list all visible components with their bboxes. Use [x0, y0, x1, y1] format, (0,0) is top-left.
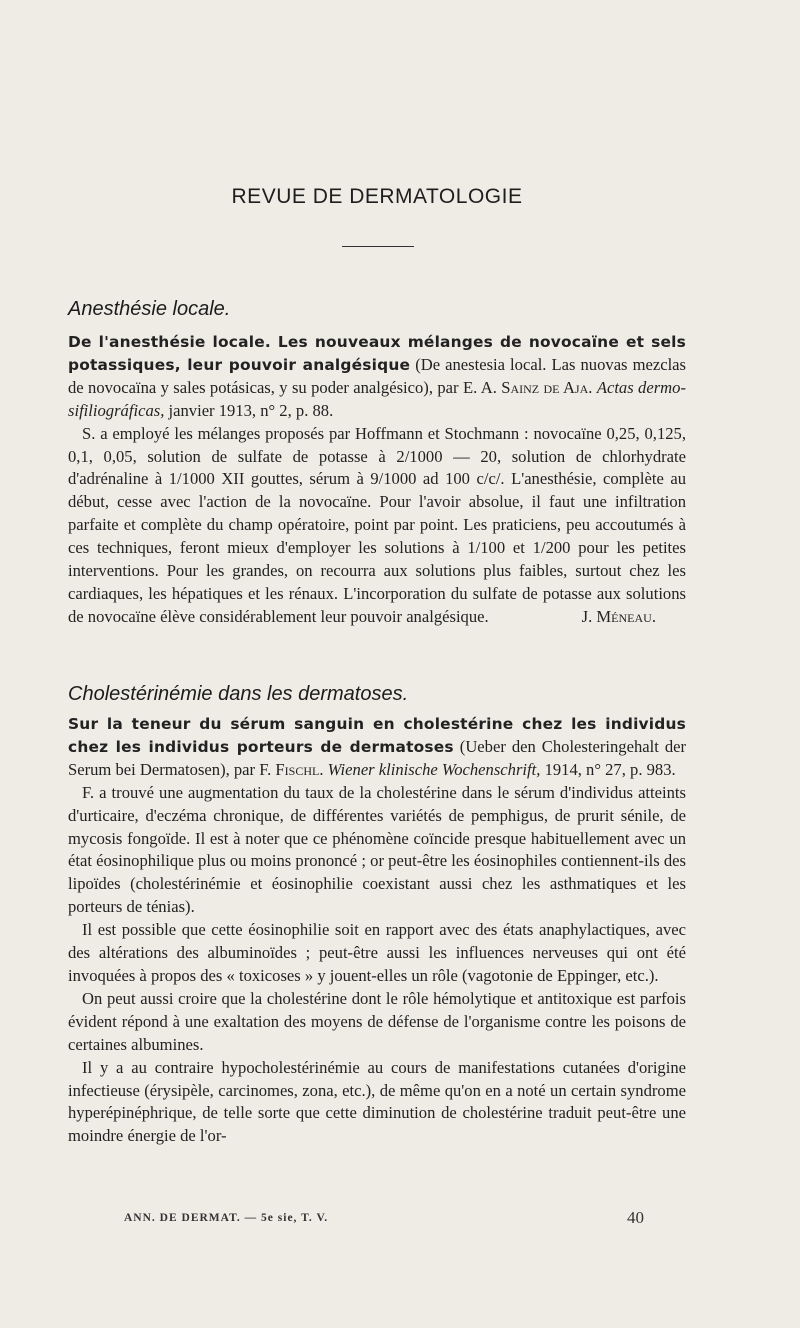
title-rule: [342, 246, 414, 247]
footer-journal: ANN. DE DERMAT. — 5e sie, T. V.: [124, 1212, 329, 1224]
section-title-anesthesie: Anesthésie locale.: [68, 298, 231, 320]
page-footer: [124, 1208, 644, 1227]
reference-journal: Wiener klinische Wochenschrift,: [327, 759, 541, 779]
reference-citation: 1914, n° 27, p. 983.: [544, 759, 676, 779]
reference-translation: (Ueber den Cholesteringehalt der Serum bei Dermatosen), par: [68, 736, 687, 779]
signature: J. Méneau.: [581, 606, 656, 626]
paragraph: On peut aussi croire que la cholestérine dont le rôle hémolytique et antitoxique est parfois évident répond à une exaltation des moyens de défense de l'organisme contre les poisons de certaines albumines.: [68, 988, 686, 1054]
article-cholesterinemie: [68, 713, 686, 1148]
article-anesthesie: [68, 331, 686, 629]
reference-title: Sur la teneur du sérum sanguin en cholestérine chez les individus chez les individus porteurs de dermatoses: [68, 715, 686, 756]
page-number: 40: [627, 1208, 644, 1227]
paragraph: F. a trouvé une augmentation du taux de la cholestérine dans le sérum d'individus atteints d'urticaire, d'eczéma chronique, de différentes variétés de pemphigus, de prurit sénile, de mycosis fongoïde. Il est à noter que ce phénomène coïncide presque habituellement avec un état éosinophilique plus ou moins prononcé ; or peut-être les éosinophiles contiennent-ils des lipoïdes (cholestérinémie et éosinophilie coexistant aussi chez les asthmatiques et les porteurs de ténias).: [68, 782, 686, 917]
paragraph: Il y a au contraire hypocholestérinémie au cours de manifestations cutanées d'origine infectieuse (érysipèle, carcinomes, zona, etc.), de même qu'on en a noté un certain syndrome hyperépinéphrique, de telle sorte que cette diminution de cholestérine traduit peut-être une moindre énergie de l'or-: [68, 1057, 686, 1146]
reference-journal: Actas dermo-sifiliográficas,: [68, 377, 686, 420]
reference-author: E. A. Sainz de Aja.: [462, 377, 593, 397]
reference: [68, 713, 686, 782]
running-title: REVUE DE DERMATOLOGIE: [231, 185, 523, 208]
reference-citation: janvier 1913, n° 2, p. 88.: [168, 400, 334, 420]
reference-author: F. Fischl.: [259, 759, 324, 779]
paragraph: Il est possible que cette éosinophilie soit en rapport avec des états anaphylactiques, avec des altérations des albuminoïdes ; peut-être aussi les influences nerveuses qui ont été invoquées à propos des « toxicoses » y jouent-elles un rôle (vagotonie de Eppinger, etc.).: [68, 920, 686, 985]
reference-translation: (De anestesia local. Las nuovas mezclas de novocaïna y sales potásicas, y su poder analgésico), par: [68, 354, 687, 397]
reference: [68, 331, 686, 423]
article-body-text: S. a employé les mélanges proposés par Hoffmann et Stochmann : novocaïne 0,25, 0,125, 0,1, 0,05, solution de sulfate de potasse à 2/1000 — 20, solution de chlorhydrate d'adrénaline à 1/1000 XII gouttes, sérum à 9/1000 ad 100 c/c/. L'anesthésie, complète au début, cesse avec l'action de la novocaïne. Pour l'avoir absolue, il faut une infiltration parfaite et complète du champ opératoire, point par point. Les praticiens, peu accoutumés à ces techniques, feront mieux d'employer les solutions à 1/100 et 1/200 pour les petites interventions. Pour les grandes, on recourra aux solutions plus faibles, surtout chez les cardiaques, les hépatiques et les rénaux. L'incorporation du sulfate de potasse aux solutions de novocaïne élève considérablement leur pouvoir analgésique.: [68, 423, 686, 626]
reference-title: De l'anesthésie locale. Les nouveaux mélanges de novocaïne et sels potassiques, leur pouvoir analgésique: [68, 333, 686, 374]
article-body: [68, 423, 686, 629]
section-title-cholesterinemie: Cholestérinémie dans les dermatoses.: [68, 683, 409, 705]
